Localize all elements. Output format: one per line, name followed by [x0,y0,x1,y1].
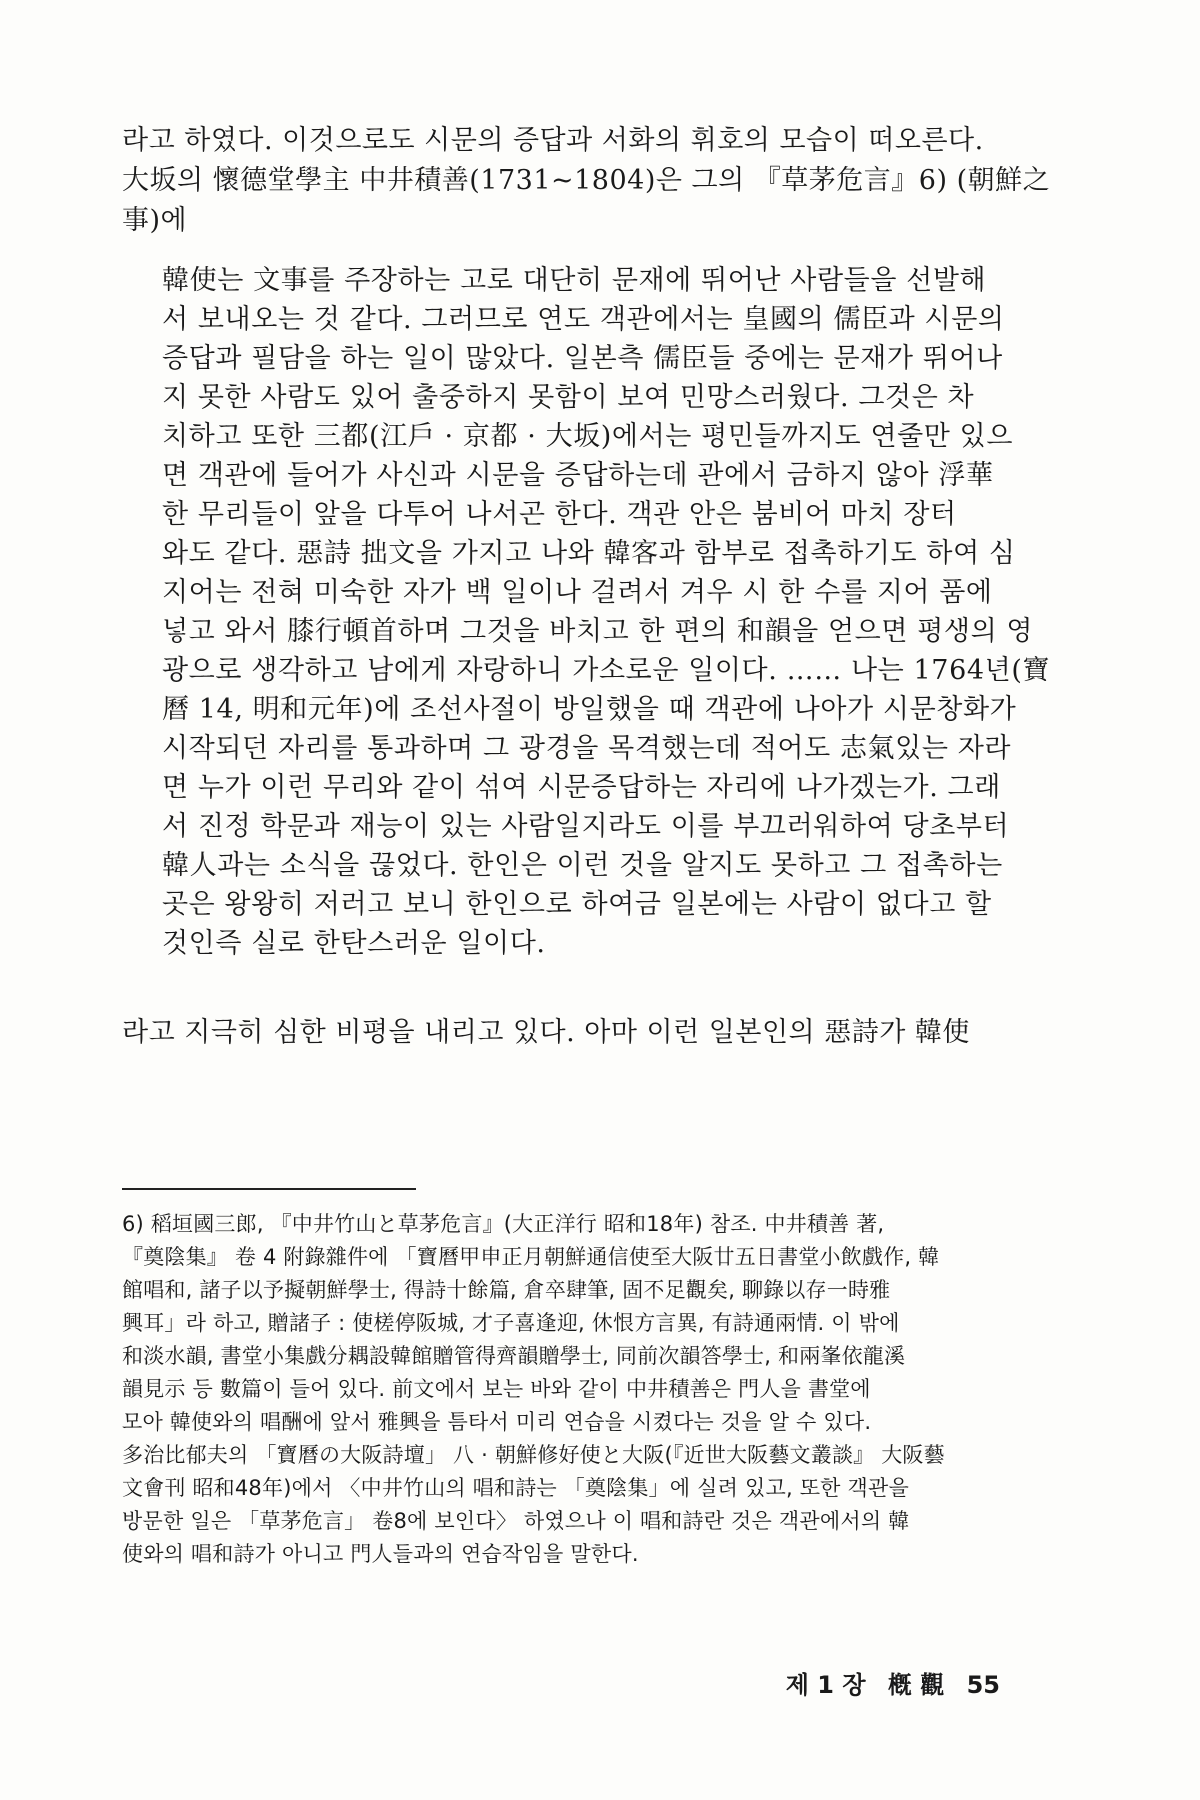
quote-line: 광으로 생각하고 남에게 자랑하니 가소로운 일이다. …… 나는 1764년(寶 [162,655,1051,686]
page-number: 55 [966,1671,1000,1699]
quote-line: 지 못한 사람도 있어 출중하지 못함이 보여 민망스러웠다. 그것은 차 [162,382,975,413]
footnote-line: 使와의 唱和詩가 아니고 門人들과의 연습작임을 말한다. [122,1542,639,1566]
quote-line: 韓人과는 소식을 끊었다. 한인은 이런 것을 알지도 못하고 그 접촉하는 [162,850,1003,881]
text-line: 事)에 [122,205,188,236]
footnote-line: 『奠陰集』 卷 4 附錄雜件에 「寶曆甲申正月朝鮮通信使至大阪廿五日書堂小飲戲作, 韓 [122,1245,940,1269]
footnote-divider [122,1188,416,1190]
quote-line: 曆 14, 明和元年)에 조선사절이 방일했을 때 객관에 나아가 시문창화가 [162,694,1017,725]
text-line: 라고 하였다. 이것으로도 시문의 증답과 서화의 휘호의 모습이 떠오른다. [122,125,984,156]
chapter-title: 槪 觀 [887,1671,945,1699]
footnote-line: 모아 韓使와의 唱酬에 앞서 雅興을 틈타서 미리 연습을 시켰다는 것을 알 수 있다. [122,1410,872,1434]
footnote-line: 和淡水韻, 書堂小集戲分耦設韓館贈管得齊韻贈學士, 同前次韻答學士, 和兩峯依龍溪 [122,1344,906,1368]
quote-line: 넣고 와서 膝行頓首하며 그것을 바치고 한 편의 和韻을 얻으면 평생의 영 [162,616,1034,647]
footnote-line: 館唱和, 諸子以予擬朝鮮學士, 得詩十餘篇, 倉卒肆筆, 固不足觀矣, 聊錄以存一時雅 [122,1278,891,1302]
quote-line: 서 진정 학문과 재능이 있는 사람일지라도 이를 부끄러워하여 당초부터 [162,811,1010,842]
quote-line: 면 누가 이런 무리와 같이 섞여 시문증답하는 자리에 나가겠는가. 그래 [162,772,1001,803]
quote-line: 韓使는 文事를 주장하는 고로 대단히 문재에 뛰어난 사람들을 선발해 [162,265,987,296]
footnote-line: 興耳」라 하고, 贈諸子 : 使槎停阪城, 才子喜逢迎, 休恨方言異, 有詩通兩情. 이 밖에 [122,1311,900,1335]
footnote-line: 6) 稻垣國三郎, 『中井竹山と草茅危言』(大正洋行 昭和18年) 참조. 中井積善 著, [122,1212,885,1236]
footnote-line: 韻見示 등 數篇이 들어 있다. 前文에서 보는 바와 같이 中井積善은 門人을 書堂에 [122,1377,871,1401]
quote-line: 곳은 왕왕히 저러고 보니 한인으로 하여금 일본에는 사람이 없다고 할 [162,889,992,920]
quote-line: 서 보내오는 것 같다. 그러므로 연도 객관에서는 皇國의 儒臣과 시문의 [162,304,1005,335]
quote-line: 지어는 전혀 미숙한 자가 백 일이나 걸려서 겨우 시 한 수를 지어 품에 [162,577,993,608]
text-line: 大坂의 懷德堂學主 中井積善(1731~1804)은 그의 『草茅危言』6) (朝鮮之 [122,165,1051,196]
footnote-line: 방문한 일은 「草茅危言」 卷8에 보인다〉 하였으나 이 唱和詩란 것은 객관에서의 韓 [122,1509,910,1533]
footnote-line: 文會刊 昭和48年)에서 〈中井竹山의 唱和詩는 「奠陰集」에 실려 있고, 또한 객관을 [122,1476,909,1500]
quote-line: 면 객관에 들어가 사신과 시문을 증답하는데 관에서 금하지 않아 浮華 [162,460,994,491]
quote-line: 치하고 또한 三都(江戶 · 京都 · 大坂)에서는 평민들까지도 연줄만 있으 [162,421,1014,452]
quote-line: 시작되던 자리를 통과하며 그 광경을 목격했는데 적어도 志氣있는 자라 [162,733,1012,764]
page-footer [772,1665,1000,1700]
quote-line: 한 무리들이 앞을 다투어 나서곤 한다. 객관 안은 붐비어 마치 장터 [162,499,957,530]
text-line: 라고 지극히 심한 비평을 내리고 있다. 아마 이런 일본인의 惡詩가 韓使 [122,1017,970,1048]
chapter-label: 제 1 장 [785,1671,866,1699]
footnote-line: 多治比郁夫의 「寶曆の大阪詩壇」 八 · 朝鮮修好使と大阪(『近世大阪藝文叢談』 大阪藝 [122,1443,945,1467]
quote-line: 것인즉 실로 한탄스러운 일이다. [162,928,546,959]
quote-line: 증답과 필담을 하는 일이 많았다. 일본측 儒臣들 중에는 문재가 뛰어나 [162,343,1003,374]
quote-line: 와도 같다. 惡詩 拙文을 가지고 나와 韓客과 함부로 접촉하기도 하여 심 [162,538,1016,569]
